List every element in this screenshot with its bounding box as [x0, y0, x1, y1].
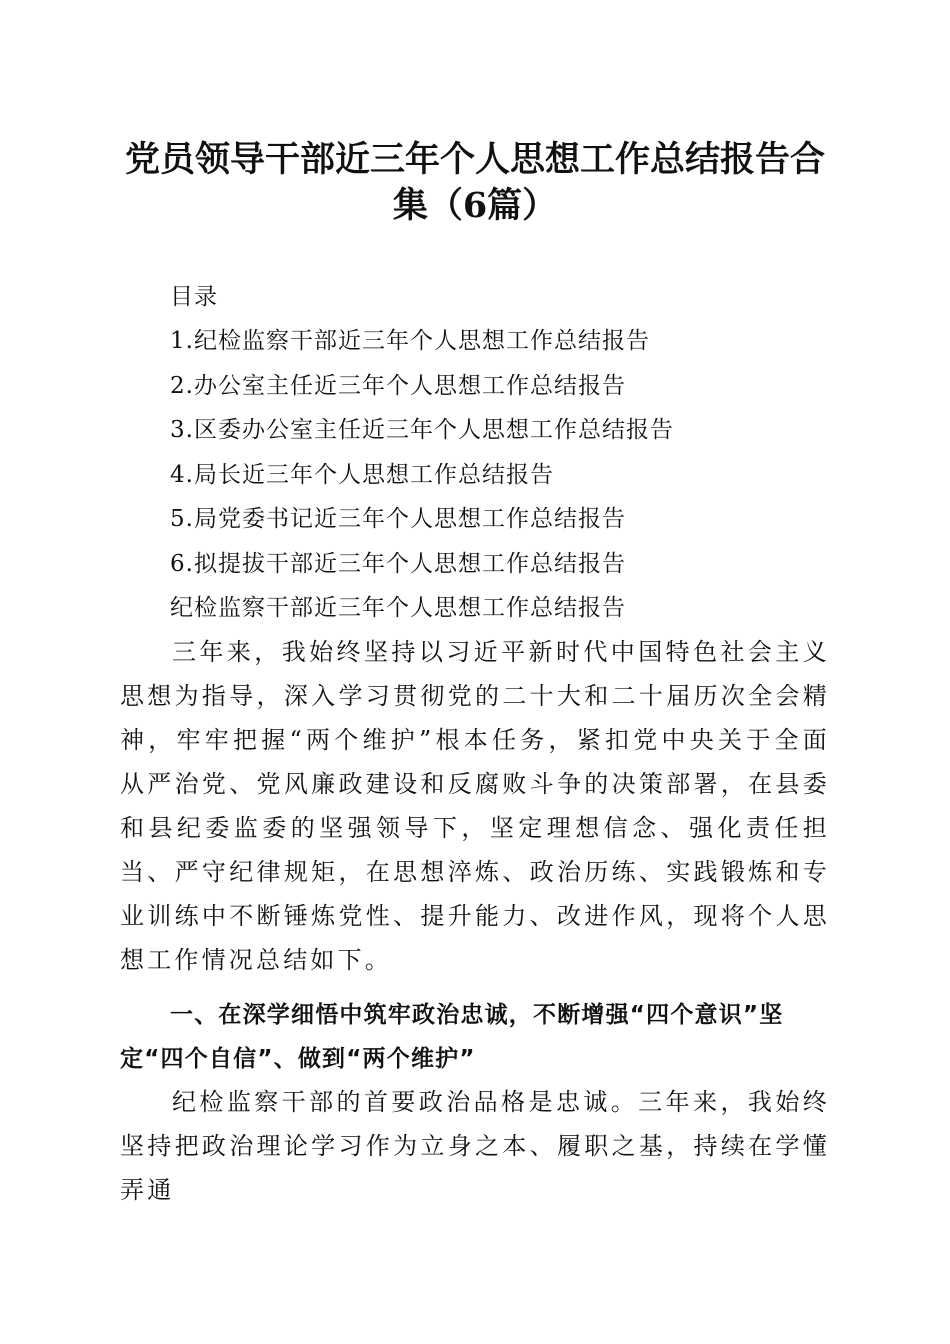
toc-item-1: 1.纪检监察干部近三年个人思想工作总结报告 [170, 328, 650, 354]
toc-item-6: 6.拟提拔干部近三年个人思想工作总结报告 [170, 551, 626, 577]
toc-item-4: 4.局长近三年个人思想工作总结报告 [170, 462, 554, 488]
document-title-line-1: 党员领导干部近三年个人思想工作总结报告合 [124, 139, 825, 180]
section-heading-1: 一、在深学细悟中筑牢政治忠诚，不断增强“四个意识”坚定“四个自信”、做到“两个维护” [120, 1002, 784, 1072]
toc-item-5: 5.局党委书记近三年个人思想工作总结报告 [170, 506, 626, 532]
paragraph-body: 纪检监察干部的首要政治品格是忠诚。三年来，我始终坚持把政治理论学习作为立身之本、履职之基，持续在学懂弄通 [120, 1088, 830, 1204]
section-title: 纪检监察干部近三年个人思想工作总结报告 [170, 595, 626, 621]
toc-label: 目录 [170, 284, 218, 310]
toc-item-3: 3.区委办公室主任近三年个人思想工作总结报告 [170, 417, 674, 443]
document-title-line-2: 集（6篇） [392, 185, 558, 226]
paragraph-intro: 三年来，我始终坚持以习近平新时代中国特色社会主义思想为指导，深入学习贯彻党的二十大和二十届历次全会精神，牢牢把握“两个维护”根本任务，紧扣党中央关于全面从严治党、党风廉政建设和反腐败斗争的决策部署，在县委和县纪委监委的坚强领导下，坚定理想信念、强化责任担当、严守纪律规矩，在思想淬炼、政治历练、实践锻炼和专业训练中不断锤炼党性、提升能力、改进作风，现将个人思想工作情况总结如下。 [120, 638, 830, 974]
toc-item-2: 2.办公室主任近三年个人思想工作总结报告 [170, 373, 626, 399]
